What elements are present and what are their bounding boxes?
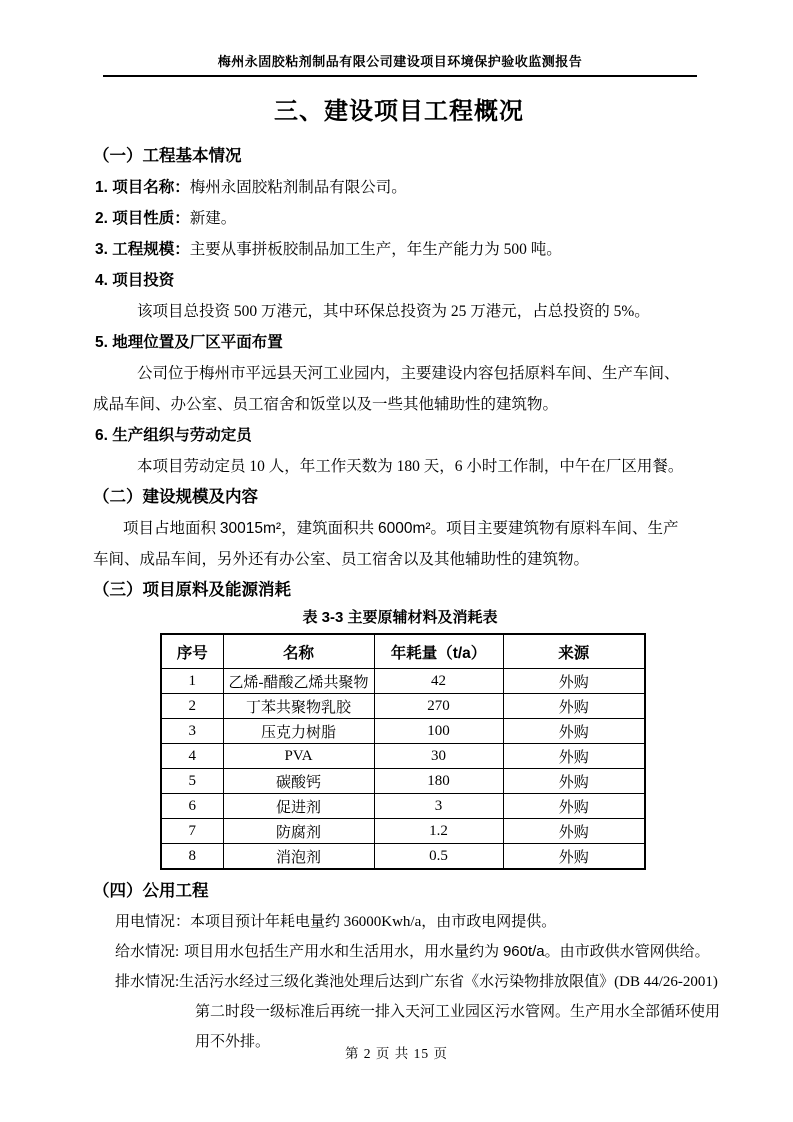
item-1-text: 梅州永固胶粘剂制品有限公司。 bbox=[189, 179, 407, 196]
section-heading-4: （四）公用工程 bbox=[93, 882, 209, 900]
materials-table bbox=[160, 633, 646, 870]
cell-name: PVA bbox=[223, 744, 374, 769]
item-3-label: 3. 工程规模： bbox=[95, 241, 190, 258]
power-usage-label: 用电情况： bbox=[115, 914, 191, 930]
table-caption: 表 3-3 主要原辅材料及消耗表 bbox=[302, 609, 498, 626]
cell-source: 外购 bbox=[503, 669, 645, 694]
col-header-source: 来源 bbox=[503, 634, 645, 669]
cell-index: 2 bbox=[161, 694, 223, 719]
drainage-label: 排水情况: bbox=[115, 974, 180, 990]
page-header bbox=[103, 0, 697, 77]
cell-name: 防腐剂 bbox=[223, 819, 374, 844]
scale-paragraph-line2: 车间、成品车间，另外还有办公室、员工宿舍以及其他辅助性的建筑物。 bbox=[93, 551, 590, 568]
scale-text-1: 项目占地面积 bbox=[123, 520, 220, 537]
list-item-3 bbox=[95, 234, 705, 265]
table-row bbox=[161, 694, 645, 719]
drainage-text-1: 生活污水经过三级化粪池处理后达到广东省《水污染物排放限值》(DB 44/26-2001) bbox=[179, 974, 718, 990]
section-heading-2: （二）建设规模及内容 bbox=[93, 488, 258, 506]
cell-name: 碳酸钙 bbox=[223, 769, 374, 794]
drainage-line-2: 第二时段一级标准后再统一排入天河工业园区污水管网。生产用水全部循环使用 bbox=[195, 1004, 721, 1020]
cell-name: 促进剂 bbox=[223, 794, 374, 819]
location-paragraph-line2: 成品车间、办公室、员工宿舍和饭堂以及一些其他辅助性的建筑物。 bbox=[93, 396, 559, 413]
table-row bbox=[161, 719, 645, 744]
list-item-2 bbox=[95, 203, 705, 234]
location-paragraph-line1: 公司位于梅州市平远县天河工业园内，主要建设内容包括原料车间、生产车间、 bbox=[137, 365, 680, 382]
power-usage-text: 本项目预计年耗电量约 36000Kwh/a，由市政电网提供。 bbox=[190, 914, 557, 930]
scale-text-3: 。项目主要建筑物有原料车间、生产 bbox=[430, 520, 679, 537]
drainage-line-1 bbox=[115, 967, 718, 997]
cell-source: 外购 bbox=[503, 769, 645, 794]
staffing-paragraph: 本项目劳动定员 10 人，年工作天数为 180 天，6 小时工作制，中午在厂区用餐。 bbox=[137, 458, 684, 475]
cell-index: 8 bbox=[161, 844, 223, 870]
col-header-name: 名称 bbox=[223, 634, 374, 669]
land-area-value: 30015m² bbox=[219, 520, 282, 537]
cell-source: 外购 bbox=[503, 744, 645, 769]
list-item-1 bbox=[95, 172, 705, 203]
item-6-label: 6. 生产组织与劳动定员 bbox=[95, 427, 252, 444]
water-supply-text-2: 。由市政供水管网供给。 bbox=[544, 944, 710, 960]
table-header-row bbox=[161, 634, 645, 669]
cell-source: 外购 bbox=[503, 844, 645, 870]
building-area-value: 6000m² bbox=[377, 520, 431, 537]
cell-source: 外购 bbox=[503, 719, 645, 744]
water-supply-label: 给水情况: bbox=[115, 944, 180, 960]
cell-name: 消泡剂 bbox=[223, 844, 374, 870]
scale-text-2: ，建筑面积共 bbox=[281, 520, 378, 537]
table-row bbox=[161, 669, 645, 694]
document-content bbox=[93, 0, 721, 1057]
section-heading-3: （三）项目原料及能源消耗 bbox=[93, 581, 291, 599]
cell-index: 5 bbox=[161, 769, 223, 794]
cell-consumption: 0.5 bbox=[374, 844, 503, 870]
investment-paragraph: 该项目总投资 500 万港元，其中环保总投资为 25 万港元，占总投资的 5%。 bbox=[137, 303, 650, 320]
table-row bbox=[161, 844, 645, 870]
table-row bbox=[161, 794, 645, 819]
cell-name: 乙烯-醋酸乙烯共聚物 bbox=[223, 669, 374, 694]
cell-consumption: 1.2 bbox=[374, 819, 503, 844]
cell-index: 6 bbox=[161, 794, 223, 819]
cell-index: 3 bbox=[161, 719, 223, 744]
cell-index: 7 bbox=[161, 819, 223, 844]
list-item-4 bbox=[95, 265, 705, 296]
list-item-5 bbox=[95, 327, 705, 358]
drainage-line-3: 用不外排。 bbox=[195, 1034, 271, 1050]
cell-name: 丁苯共聚物乳胶 bbox=[223, 694, 374, 719]
cell-index: 1 bbox=[161, 669, 223, 694]
list-item-6 bbox=[95, 420, 705, 451]
item-2-label: 2. 项目性质： bbox=[95, 210, 190, 227]
page-footer: 第 2 页 共 15 页 bbox=[344, 1046, 449, 1061]
section-heading-1: （一）工程基本情况 bbox=[93, 147, 242, 165]
water-supply-line bbox=[115, 937, 710, 967]
item-3-text: 主要从事拼板胶制品加工生产，年生产能力为 500 吨。 bbox=[189, 241, 562, 258]
scale-paragraph-line1 bbox=[93, 513, 705, 544]
col-header-consumption: 年耗量（t/a） bbox=[374, 634, 503, 669]
power-usage-line bbox=[115, 907, 705, 937]
cell-index: 4 bbox=[161, 744, 223, 769]
table-row bbox=[161, 769, 645, 794]
cell-source: 外购 bbox=[503, 694, 645, 719]
item-5-label: 5. 地理位置及厂区平面布置 bbox=[95, 334, 283, 351]
cell-consumption: 42 bbox=[374, 669, 503, 694]
water-usage-value: 960t/a bbox=[502, 943, 545, 960]
item-4-label: 4. 项目投资 bbox=[95, 272, 175, 289]
item-2-text: 新建。 bbox=[189, 210, 237, 227]
header-title: 梅州永固胶粘剂制品有限公司建设项目环境保护验收监测报告 bbox=[217, 54, 583, 69]
cell-consumption: 3 bbox=[374, 794, 503, 819]
table-row bbox=[161, 819, 645, 844]
cell-consumption: 270 bbox=[374, 694, 503, 719]
water-supply-text-1: 项目用水包括生产用水和生活用水，用水量约为 bbox=[184, 944, 503, 960]
cell-name: 压克力树脂 bbox=[223, 719, 374, 744]
item-1-label: 1. 项目名称： bbox=[95, 179, 190, 196]
cell-source: 外购 bbox=[503, 819, 645, 844]
page-title: 三、建设项目工程概况 bbox=[274, 98, 524, 125]
cell-consumption: 100 bbox=[374, 719, 503, 744]
cell-consumption: 180 bbox=[374, 769, 503, 794]
cell-consumption: 30 bbox=[374, 744, 503, 769]
cell-source: 外购 bbox=[503, 794, 645, 819]
col-header-index: 序号 bbox=[161, 634, 223, 669]
table-row bbox=[161, 744, 645, 769]
